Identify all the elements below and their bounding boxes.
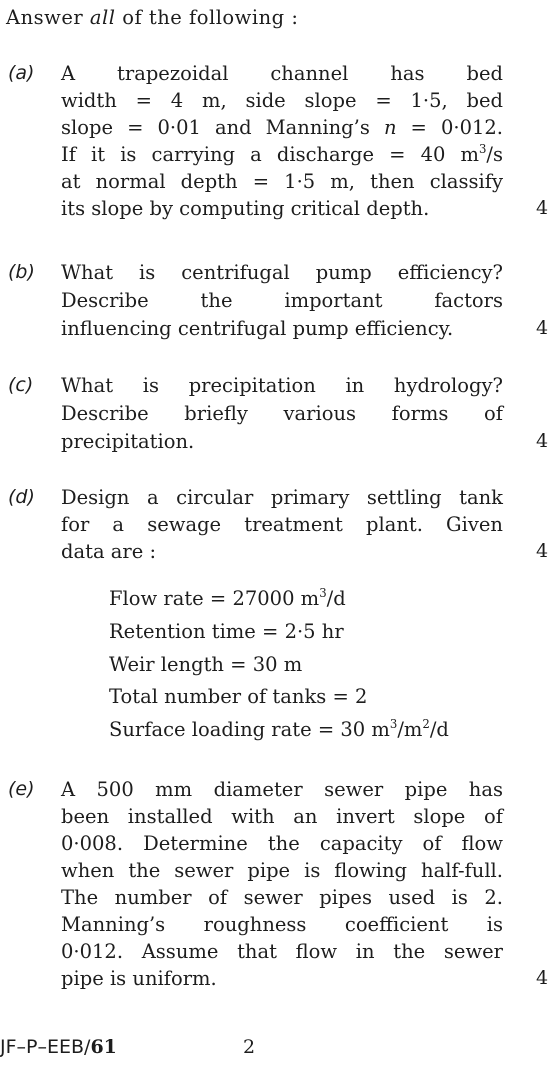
question-line: Describe briefly various forms of: [61, 402, 503, 425]
page-number: 2: [243, 1036, 256, 1058]
question-line: at normal depth = 1·5 m, then classify: [61, 170, 503, 193]
question-label: (e): [8, 778, 35, 800]
marks: 4: [536, 430, 549, 452]
question-line: The number of sewer pipes used is 2.: [61, 886, 503, 909]
given-data-line: Weir length = 30 m: [109, 653, 303, 676]
marks: 4: [536, 540, 549, 562]
marks: 4: [536, 197, 549, 219]
question-line: 0·008. Determine the capacity of flow: [61, 832, 503, 855]
question-label: (d): [8, 486, 35, 508]
question-line: What is centrifugal pump efficiency?: [61, 261, 503, 284]
question-line: for a sewage treatment plant. Given: [61, 513, 503, 536]
instruction-text: Answer all of the following :: [6, 6, 299, 29]
question-line: Describe the important factors: [61, 289, 503, 312]
question-line: slope = 0·01 and Manning’s n = 0·012.: [61, 116, 503, 139]
question-line: pipe is uniform.: [61, 967, 217, 990]
question-line: If it is carrying a discharge = 40 $m^3/s$: [61, 141, 503, 166]
question-line: width = 4 m, side slope = 1·5, bed: [61, 89, 503, 112]
question-line: Design a circular primary settling tank: [61, 486, 503, 509]
question-line: A trapezoidal channel has bed: [61, 62, 503, 85]
question-line: precipitation.: [61, 430, 195, 453]
page-footer: [0, 1036, 256, 1058]
question-line: Manning’s roughness coefficient is: [61, 913, 503, 936]
question-line: A 500 mm diameter sewer pipe has: [61, 778, 503, 801]
question-line: 0·012. Assume that flow in the sewer: [61, 940, 503, 963]
given-data-line: Retention time = 2·5 hr: [109, 620, 344, 643]
marks: 4: [536, 967, 549, 989]
question-label: (a): [8, 62, 35, 84]
given-data-line: Surface loading rate = 30 $m^3/m^2/d$: [109, 716, 449, 741]
question-line: influencing centrifugal pump efficiency.: [61, 317, 454, 340]
question-line: been installed with an invert slope of: [61, 805, 503, 828]
paper-code: JF–P–EEB/61: [0, 1036, 117, 1058]
marks: 4: [536, 317, 549, 339]
question-line: its slope by computing critical depth.: [61, 197, 430, 220]
given-data-line: Flow rate = 27000 $m^3/d$: [109, 585, 346, 610]
question-label: (b): [8, 261, 35, 283]
question-line: when the sewer pipe is flowing half-full.: [61, 859, 503, 882]
question-label: (c): [8, 374, 34, 396]
question-line: data are :: [61, 540, 157, 563]
question-line: What is precipitation in hydrology?: [61, 374, 503, 397]
given-data-line: Total number of tanks = 2: [109, 685, 368, 708]
